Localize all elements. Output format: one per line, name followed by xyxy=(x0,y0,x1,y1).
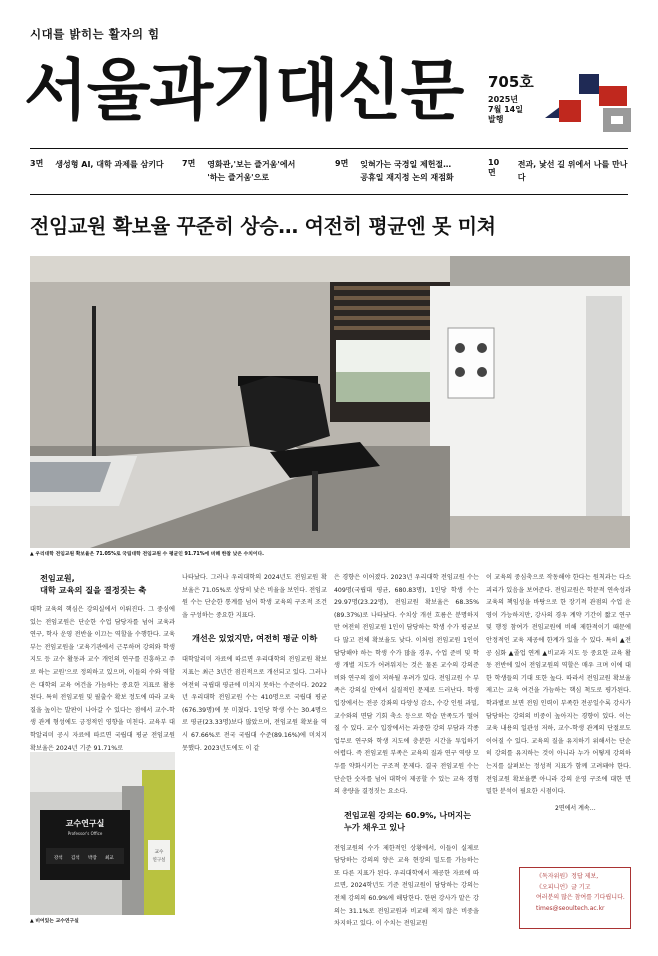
office-sign-name: 김석 xyxy=(71,856,80,861)
column-3 xyxy=(334,572,479,931)
photo-caption: ▲ 우리대학 전임교원 확보율은 71.05%로 국립대학 전임교원 수 평균인 91.71%에 비해 한참 낮은 수치이다. xyxy=(30,552,264,557)
subheading: 개선은 있었지만, 여전히 평균 이하 xyxy=(192,633,318,644)
subheading: 전임교원 강의는 60.9%, 나머지는 누가 채우고 있나 xyxy=(344,809,472,832)
body-text: 은 경향은 이어졌다. 2023년 우리대학 전임교원 수는 409명(국립대 평균, 680.83명), 1인당 학생 수는 29.97명(23.22명), 전임교원 확보율은 68.35%(89.37%)로 나타났다. 수치상 개선 흐름은 분명하지만 여전히 전임교원 1인이 담당하는 학생 수가 평균보다 많고 전체 확보율도 낮다. 이처럼 전임교원 1인이 담당해야 하는 학생 수가 많을 경우, 수업 준비 및 학생 개별 지도가 어려워지는 것은 물론 교수의 강의준비와 연구의 질이 저하될 우려가 있다. 전임교원 수 부족은 강의실 안에서 실질적인 문제로 드러난다. 학생 입장에서는 전공 강좌의 다양성 감소, 수강 인원 과밀, 교수와의 면담 기회 축소 등으로 학습 만족도가 떨어질 수 있다. 교수 입장에서는 과중한 강의 부담과 각종 업무로 연구와 학생 지도에 충분한 시간을 투입하기 어렵다. 즉 전임교원 부족은 교육의 질과 연구 역량 모두를 약화시키는 구조적 문제다. 결국 전임교원 수는 단순한 숫자를 넘어 대학이 제공할 수 있는 교육 경험의 총량을 결정짓는 요소다. xyxy=(334,574,479,796)
column-2 xyxy=(182,572,327,755)
slogan: 시대를 밝히는 활자의 힘 xyxy=(30,27,160,41)
headline-item[interactable]: 10면 전과, 낯선 길 위에서 나를 만나다 xyxy=(488,158,628,182)
door-sign-line: 연구실 xyxy=(152,858,166,863)
body-text: 나타났다. 그러나 우리대학의 2024년도 전임교원 확보율은 71.05%로 상당히 낮은 비율을 보인다. 전임교원 수는 단순한 통계를 넘어 학생 교육의 구조적 조건을 구성하는 중요한 지표다. xyxy=(182,574,327,619)
office-sign-name: 박장 xyxy=(88,856,97,861)
headline-item[interactable]: 9면 잊혀가는 국경일 제헌절… 공휴일 재지정 논의 재점화 xyxy=(335,159,454,182)
body-text: 전임교원의 수가 제한적인 상황에서, 이들이 실제로 담당하는 강의의 양은 교육 현장의 밀도를 가늠하는 또 다른 지표가 된다. 우리대학에서 제공한 자료에 따르면, 2024학년도 기준 전임교원이 담당하는 강의는 전체 강의의 60.9%에 해당한다. 한편 강사가 맡은 강의는 31.1%로 전임교원과 비교해 적지 않은 비중을 차지하고 있다. 이 수치는 전임교원 xyxy=(334,844,479,928)
headline-item[interactable]: 7면 영화관,'보는 즐거움'에서 '하는 즐거움'으로 xyxy=(182,159,296,182)
contact-box: 《독자위원》정답 제보, 《오피니언》글 기고 여러분의 많은 참여를 기다립니다. times@seoultech.ac.kr xyxy=(519,867,631,929)
door-sign-line: 교수 xyxy=(154,850,164,855)
newspaper-logo xyxy=(545,74,631,132)
classroom-photo xyxy=(30,256,630,548)
office-sign-name: 최교 xyxy=(105,856,114,861)
office-sign-title: 교수연구실 xyxy=(65,819,105,828)
body-text: 대학알리미 자료에 따르면 우리대학의 전임교원 확보 지표는 최근 3년간 점진적으로 개선되고 있다. 그러나 여전히 국립대 평균에 미치지 못하는 수준이다. 2022년 우리대학 전임교원 수는 410명으로 국립대 평균(676.39명)에 못 미쳤다. 1인당 학생 수는 30.4명으로 평균(23.33명)보다 많았으며, 전임교원 확보율 역시 67.66%로 전국 국립대 수준(89.16%)에 미치지 못했다. 2023년도에도 이 같 xyxy=(182,656,327,752)
column-4 xyxy=(486,572,631,799)
issue-date: 2025년 7월 14일 발행 xyxy=(488,95,523,124)
headline-strip xyxy=(30,158,628,188)
headline-rule xyxy=(30,194,628,195)
main-article-title: 전임교원 확보율 꾸준히 상승… 여전히 평균엔 못 미쳐 xyxy=(30,214,496,238)
headline-item[interactable]: 3면 생성형 AI, 대학 과제를 삼키다 xyxy=(30,159,164,169)
office-photo xyxy=(30,752,175,915)
office-sign-subtitle: Professor's Office xyxy=(67,831,103,836)
masthead-title: 서울과기대신문 xyxy=(24,52,464,129)
office-sign-name: 강석 xyxy=(54,856,63,861)
continued-note: 2면에서 계속… xyxy=(555,805,596,812)
office-photo-caption: ▲ 비어있는 교수연구실 xyxy=(30,919,79,924)
body-text: 대학 교육의 핵심은 강의실에서 이뤄진다. 그 중심에 있는 전임교원은 단순한 수업 담당자를 넘어 교육과 연구, 학사 운영 전반을 이끄는 역할을 수행한다. 교육부는 전임교원을 '교육기관에서 근무하며 강의와 학생 지도 등 교수 활동과 교수 개인의 연구를 진흥하고 주로 하는 교원'으로 정의하고 있으며, 이들의 수와 역할은 대학의 교육 여건을 가늠하는 중요한 지표로 활용된다. 특히 전임교원 및 필출수 확보 정도에 따라 교육 질을 높이는 발판이 나아갈 수 있다는 점에서 교수-학생 관계 형성에도 긍정적인 영향을 미친다. 교육부 대학알리미 공시 자료에 따르면 국립대 평균 전임교원 확보율은 2024년 기준 91.71%로 xyxy=(30,606,175,752)
column-1: 전임교원, 대학 교육의 질을 결정짓는 축 대학 교육의 핵심은 강의실에서 이뤄진다. 그 중심에 있는 전임교원은 단순한 수업 담당자를 넘어 교육과 연구, 학사 운영 전반을 이끄는 역할을 수행한다. 교육부는 전임교원을 '교육기관에서 근무하며 강의와 학생 지도 등 교수 활동과 교수 개인의 연구를 진흥하고 주로 하는 교원'으로 정의하고 있으며, 이들의 수와 역할은 대학의 교육 여건을 가늠하는 중요한 지표로 활용된다. 특히 전임교원 및 필출수 확보 정도에 따라 교육 질을 높이는 발판이 나아갈 수 있다는 점에서 교수-학생 관계 형성에도 긍정적인 영향을 미친다. 교육부 대학알리미 공시 자료에 따르면 국립대 평균 전임교원 확보율은 2024년 기준 91.71%로 xyxy=(30,572,175,755)
body-text: 이 교육의 중심축으로 작동해야 한다는 원칙과는 다소 괴리가 있음을 보여준다. 전임교원은 학문적 연속성과 교육의 책임성을 바탕으로 한 장기적 관점의 수업 운영이 가능하지만, 강사의 경우 계약 기간이 짧고 연구 및 행정 참여가 전임교원에 비해 제한적이기 때문에 안정적인 교육 제공에 한계가 있을 수 있다. 특히 ▲전공 심화 ▲졸업 연계 ▲비교과 지도 등 중요한 교육 활동 전반에 있어 전임교원의 역할은 매우 크며 이에 대한 학생들의 기대 또한 높다. 따라서 전임교원 확보율 제고는 교육 여건을 가늠하는 핵심 척도로 평가된다. 학과별로 보면 전임 인력이 부족한 전공일수록 강사가 담당하는 강의의 비중이 높아지는 경향이 있다. 이는 교육 내용의 일관성 저하, 교수-학생 관계의 단절로도 이어질 수 있다. 교육의 질을 유지하기 위해서는 단순히 강의를 유지하는 것이 아니라 누가 어떻게 강의하는지를 살펴보는 정성적 지표가 함께 고려돼야 한다. 전임교원 확보율뿐 아니라 강의 운영 구조에 대한 면밀한 분석이 필요한 시점이다. xyxy=(486,574,631,796)
contact-email[interactable]: times@seoultech.ac.kr xyxy=(536,904,605,912)
issue-number: 705호 xyxy=(488,73,534,91)
top-rule xyxy=(30,148,628,149)
